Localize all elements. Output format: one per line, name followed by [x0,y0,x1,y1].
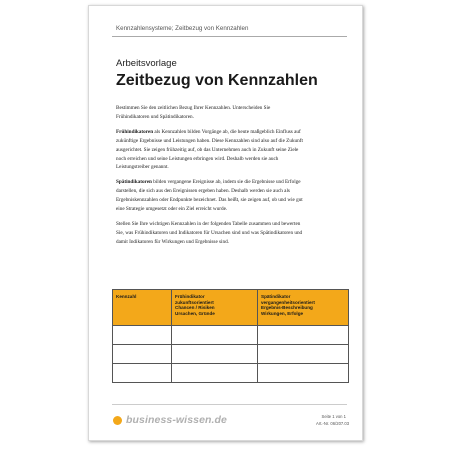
page-info [316,413,350,427]
fruhindikatoren-paragraph [116,128,304,173]
table-cell[interactable] [172,326,258,345]
table-header-row [113,290,349,326]
header-line: vergangenheitsorientiert [261,299,315,305]
spatindikatoren-text: bilden vergangene Ereignisse ab, indem sie die Ergebnisse und Erfolge darstellen, die sich aus den Ereignissen ergeben haben. Deshalb werden sie auch als Ergebniskennzahlen oder Endpunkte bezeichnet. Das heißt, sie zeigen auf, ob und wie gut eine Strategie umgesetzt oder ein Ziel erreicht wurde. [116,179,303,213]
document-body [116,104,304,253]
header-line: Spätindikator [261,294,291,299]
page-number-label: Seite 1 von 1 [321,414,346,419]
header-line: Chancen / Risiken [175,305,215,311]
fruhindikatoren-text: als Kennzahlen bilden Vorgänge ab, die heute maßgeblich Einfluss auf zukünftige Ergebnisse und Leistungen haben. Diese Kennzahlen sind also auf die Zukunft ausgerichtet. Sie zeigen frühzeitig auf, ob das Unternehmen auch in Zukunft seine Ziele noch erreichen und seine Leistungen erbringen wird. Deshalb werden sie auch Leistungstreiber genannt. [116,128,303,171]
table-cell[interactable] [258,345,349,364]
header-line: Ursachen, Gründe [175,310,215,316]
header-line: Kennzahl [116,294,137,299]
table-row [113,326,349,345]
running-header: Kennzahlensysteme; Zeitbezug von Kennzahlen [116,25,249,32]
table-cell[interactable] [113,345,172,364]
closing-paragraph: Stellen Sie Ihre wichtigen Kennzahlen in der folgenden Tabelle zusammen und bewerten Sie, was Frühindikatoren und Indikatoren für Ursachen sind und was Spätindikatoren und damit Indikatoren für Wirkungen und Ergebnisse sind. [116,220,303,245]
kennzahlen-table [112,289,349,383]
table-cell[interactable] [258,326,349,345]
header-line: Ergebnis-Beschreibung [261,305,313,311]
header-line: zukunftsorientiert [175,299,214,305]
table-row [113,345,349,364]
header-line: Frühindikator [175,294,205,299]
fruhindikatoren-term: Frühindikatoren [116,128,154,135]
table-cell[interactable] [172,345,258,364]
brand-logo [113,414,227,426]
logo-text: business-wissen.de [126,414,228,426]
header-kennzahl [113,290,172,326]
intro-paragraph: Bestimmen Sie den zeitlichen Bezug Ihrer Kennzahlen. Unterscheiden Sie Frühindikatoren und Spätindikatoren. [116,105,271,120]
table-cell[interactable] [258,364,349,383]
table-cell[interactable] [172,364,258,383]
spatindikatoren-term: Spätindikatoren [116,179,152,186]
logo-dot-icon [113,416,122,425]
spatindikatoren-paragraph [116,178,304,214]
header-divider [112,36,347,37]
document-title: Zeitbezug von Kennzahlen [116,72,318,89]
document-subtitle: Arbeitsvorlage [116,58,177,69]
article-number: Art.-Nr. 06/207.03 [316,421,350,426]
header-spatindikator [258,290,349,326]
header-line: Wirkungen, Erfolge [261,310,304,316]
table-cell[interactable] [113,326,172,345]
footer-divider [112,404,347,405]
table-row [113,364,349,383]
header-fruhindikator [172,290,258,326]
table-cell[interactable] [113,364,172,383]
